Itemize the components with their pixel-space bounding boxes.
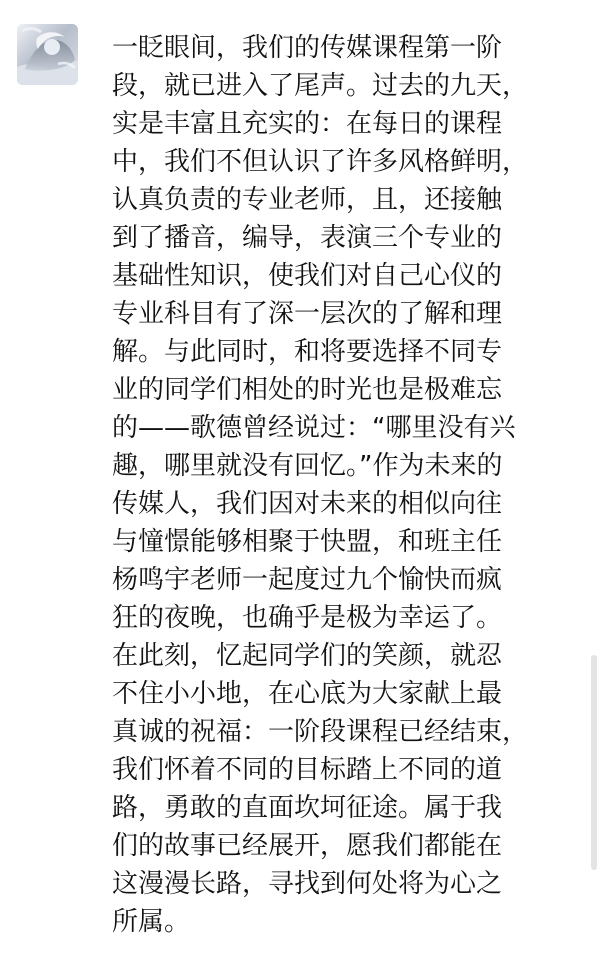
message-line: 我们怀着不同的目标踏上不同的道 bbox=[112, 755, 503, 785]
message-line: 基础性知识，使我们对自己心仪的 bbox=[112, 261, 503, 291]
message-line: 路，勇敢的直面坎坷征途。属于我 bbox=[112, 793, 503, 823]
message-line: 一眨眼间，我们的传媒课程第一阶 bbox=[112, 33, 503, 63]
message-line: 认真负责的专业老师，且，还接触 bbox=[112, 185, 503, 215]
profile-avatar-icon[interactable] bbox=[17, 24, 78, 85]
message-line: 传媒人，我们因对未来的相似向往 bbox=[112, 489, 503, 519]
message-line: 真诚的祝福：一阶段课程已经结束， bbox=[112, 717, 529, 747]
scrollbar[interactable] bbox=[591, 655, 597, 870]
message-line: 中，我们不但认识了许多风格鲜明， bbox=[112, 147, 529, 177]
message-line: 到了播音，编导，表演三个专业的 bbox=[112, 223, 503, 253]
message-line: 与憧憬能够相聚于快盟，和班主任 bbox=[112, 527, 503, 557]
message-line: 解。与此同时，和将要选择不同专 bbox=[112, 337, 503, 367]
message-line: 业的同学们相处的时光也是极难忘 bbox=[112, 375, 503, 405]
message-line: 趣，哪里就没有回忆。”作为未来的 bbox=[112, 451, 503, 481]
message-line: 在此刻，忆起同学们的笑颜，就忍 bbox=[112, 641, 503, 671]
message-line: 实是丰富且充实的：在每日的课程 bbox=[112, 109, 503, 139]
message-line: 这漫漫长路，寻找到何处将为心之 bbox=[112, 869, 503, 899]
message-line: 不住小小地，在心底为大家献上最 bbox=[112, 679, 503, 709]
message-line: 段，就已进入了尾声。过去的九天， bbox=[112, 71, 529, 101]
message-line: 专业科目有了深一层次的了解和理 bbox=[112, 299, 503, 329]
message-line: 狂的夜晚，也确乎是极为幸运了。 bbox=[112, 603, 503, 633]
message-line: 的——歌德曾经说过：“哪里没有兴 bbox=[112, 413, 516, 443]
message-line: 们的故事已经展开，愿我们都能在 bbox=[112, 831, 503, 861]
message-line: 杨鸣宇老师一起度过九个愉快而疯 bbox=[112, 565, 503, 595]
message-line: 所属。 bbox=[112, 907, 191, 937]
message-bubble bbox=[112, 28, 529, 938]
